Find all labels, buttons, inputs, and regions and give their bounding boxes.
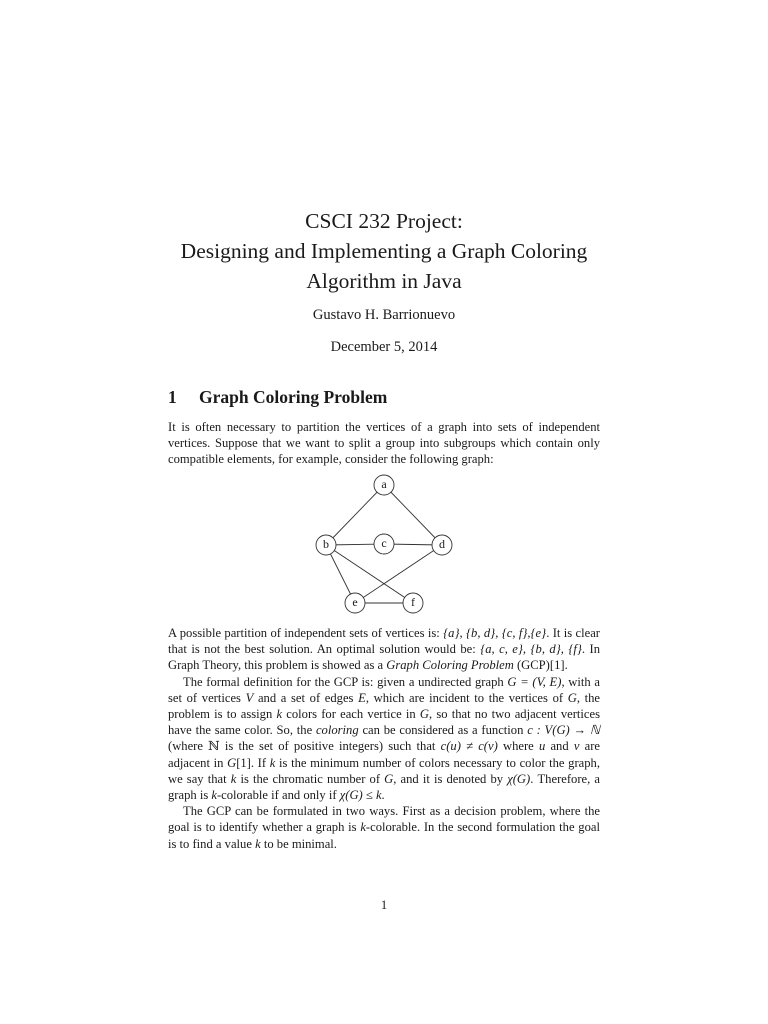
edge-a-d bbox=[384, 485, 442, 545]
graph-vertex-a bbox=[374, 475, 394, 495]
vertex-label-c: c bbox=[381, 536, 387, 550]
section-heading bbox=[168, 387, 387, 408]
graph-vertex-c bbox=[374, 534, 394, 554]
paper-title bbox=[100, 206, 668, 296]
math-sets-2: {a, c, e}, {b, d}, {f} bbox=[480, 642, 582, 657]
graph-vertex-d bbox=[432, 535, 452, 555]
vertex-label-d: d bbox=[439, 537, 445, 551]
vertex-label-b: b bbox=[323, 537, 329, 551]
math-sets-1: {a}, {b, d}, {c, f},{e} bbox=[443, 626, 547, 640]
body-text bbox=[168, 625, 600, 852]
graph-vertex-b bbox=[316, 535, 336, 555]
definition-paragraph: The formal definition for the GCP is: given a undirected graph G = (V, E), with a set of vertices V and a set of edges E, which are incident to the vertices of G, the problem is to assign k colors for each vertice in G, so that no two adjacent vertices have the same color. So, the coloring can be considered as a function c : V(G) → ℕ (where ℕ is the set of positive integers) such that c(u) ≠ c(v) where u and v are adjacent in G[1]. If k is the minimum number of colors necessary to color the graph, we say that k is the chromatic number of G, and it is denoted by χ(G). Therefore, a graph is k-colorable if and only if χ(G) ≤ k. bbox=[168, 674, 601, 803]
vertex-label-f: f bbox=[411, 595, 415, 609]
title-line-1: CSCI 232 Project: bbox=[305, 209, 463, 233]
edge-d-e bbox=[355, 545, 442, 603]
graph-vertex-e bbox=[345, 593, 365, 613]
vertex-label-a: a bbox=[381, 477, 387, 491]
formulation-paragraph: The GCP can be formulated in two ways. First as a decision problem, where the goal is to identify whether a graph is k-colorable. In the second formulation the goal is to find a value k to be minimal. bbox=[168, 804, 600, 851]
vertex-label-e: e bbox=[352, 595, 358, 609]
section-title: Graph Coloring Problem bbox=[199, 387, 388, 407]
section-number: 1 bbox=[168, 387, 177, 407]
gcp-emphasis: Graph Coloring Problem bbox=[386, 658, 514, 673]
author: Gustavo H. Barrionuevo bbox=[312, 307, 456, 323]
title-line-3: Algorithm in Java bbox=[306, 269, 462, 293]
intro-paragraph bbox=[168, 419, 600, 468]
edge-a-b bbox=[326, 485, 384, 545]
page-number: 1 bbox=[380, 898, 388, 912]
intro-text: It is often necessary to partition the vertices of a graph into sets of independent vertices. Suppose that we want to split a group into subgroups which contain only compatible elements, for example, consider the following graph: bbox=[168, 420, 600, 467]
title-line-2: Designing and Implementing a Graph Coloring bbox=[180, 239, 588, 263]
date: December 5, 2014 bbox=[330, 339, 438, 355]
partition-paragraph: A possible partition of independent sets of vertices is: {a}, {b, d}, {c, f},{e}. It is clear that is not the best solution. An optimal solution would be: {a, c, e}, {b, d}, {f}. In Graph Theory, this problem is showed as a Graph Coloring Problem (GCP)[1]. bbox=[168, 626, 600, 673]
graph-vertex-f bbox=[403, 593, 423, 613]
example-graph-figure bbox=[300, 470, 470, 620]
edge-b-f bbox=[326, 545, 413, 603]
